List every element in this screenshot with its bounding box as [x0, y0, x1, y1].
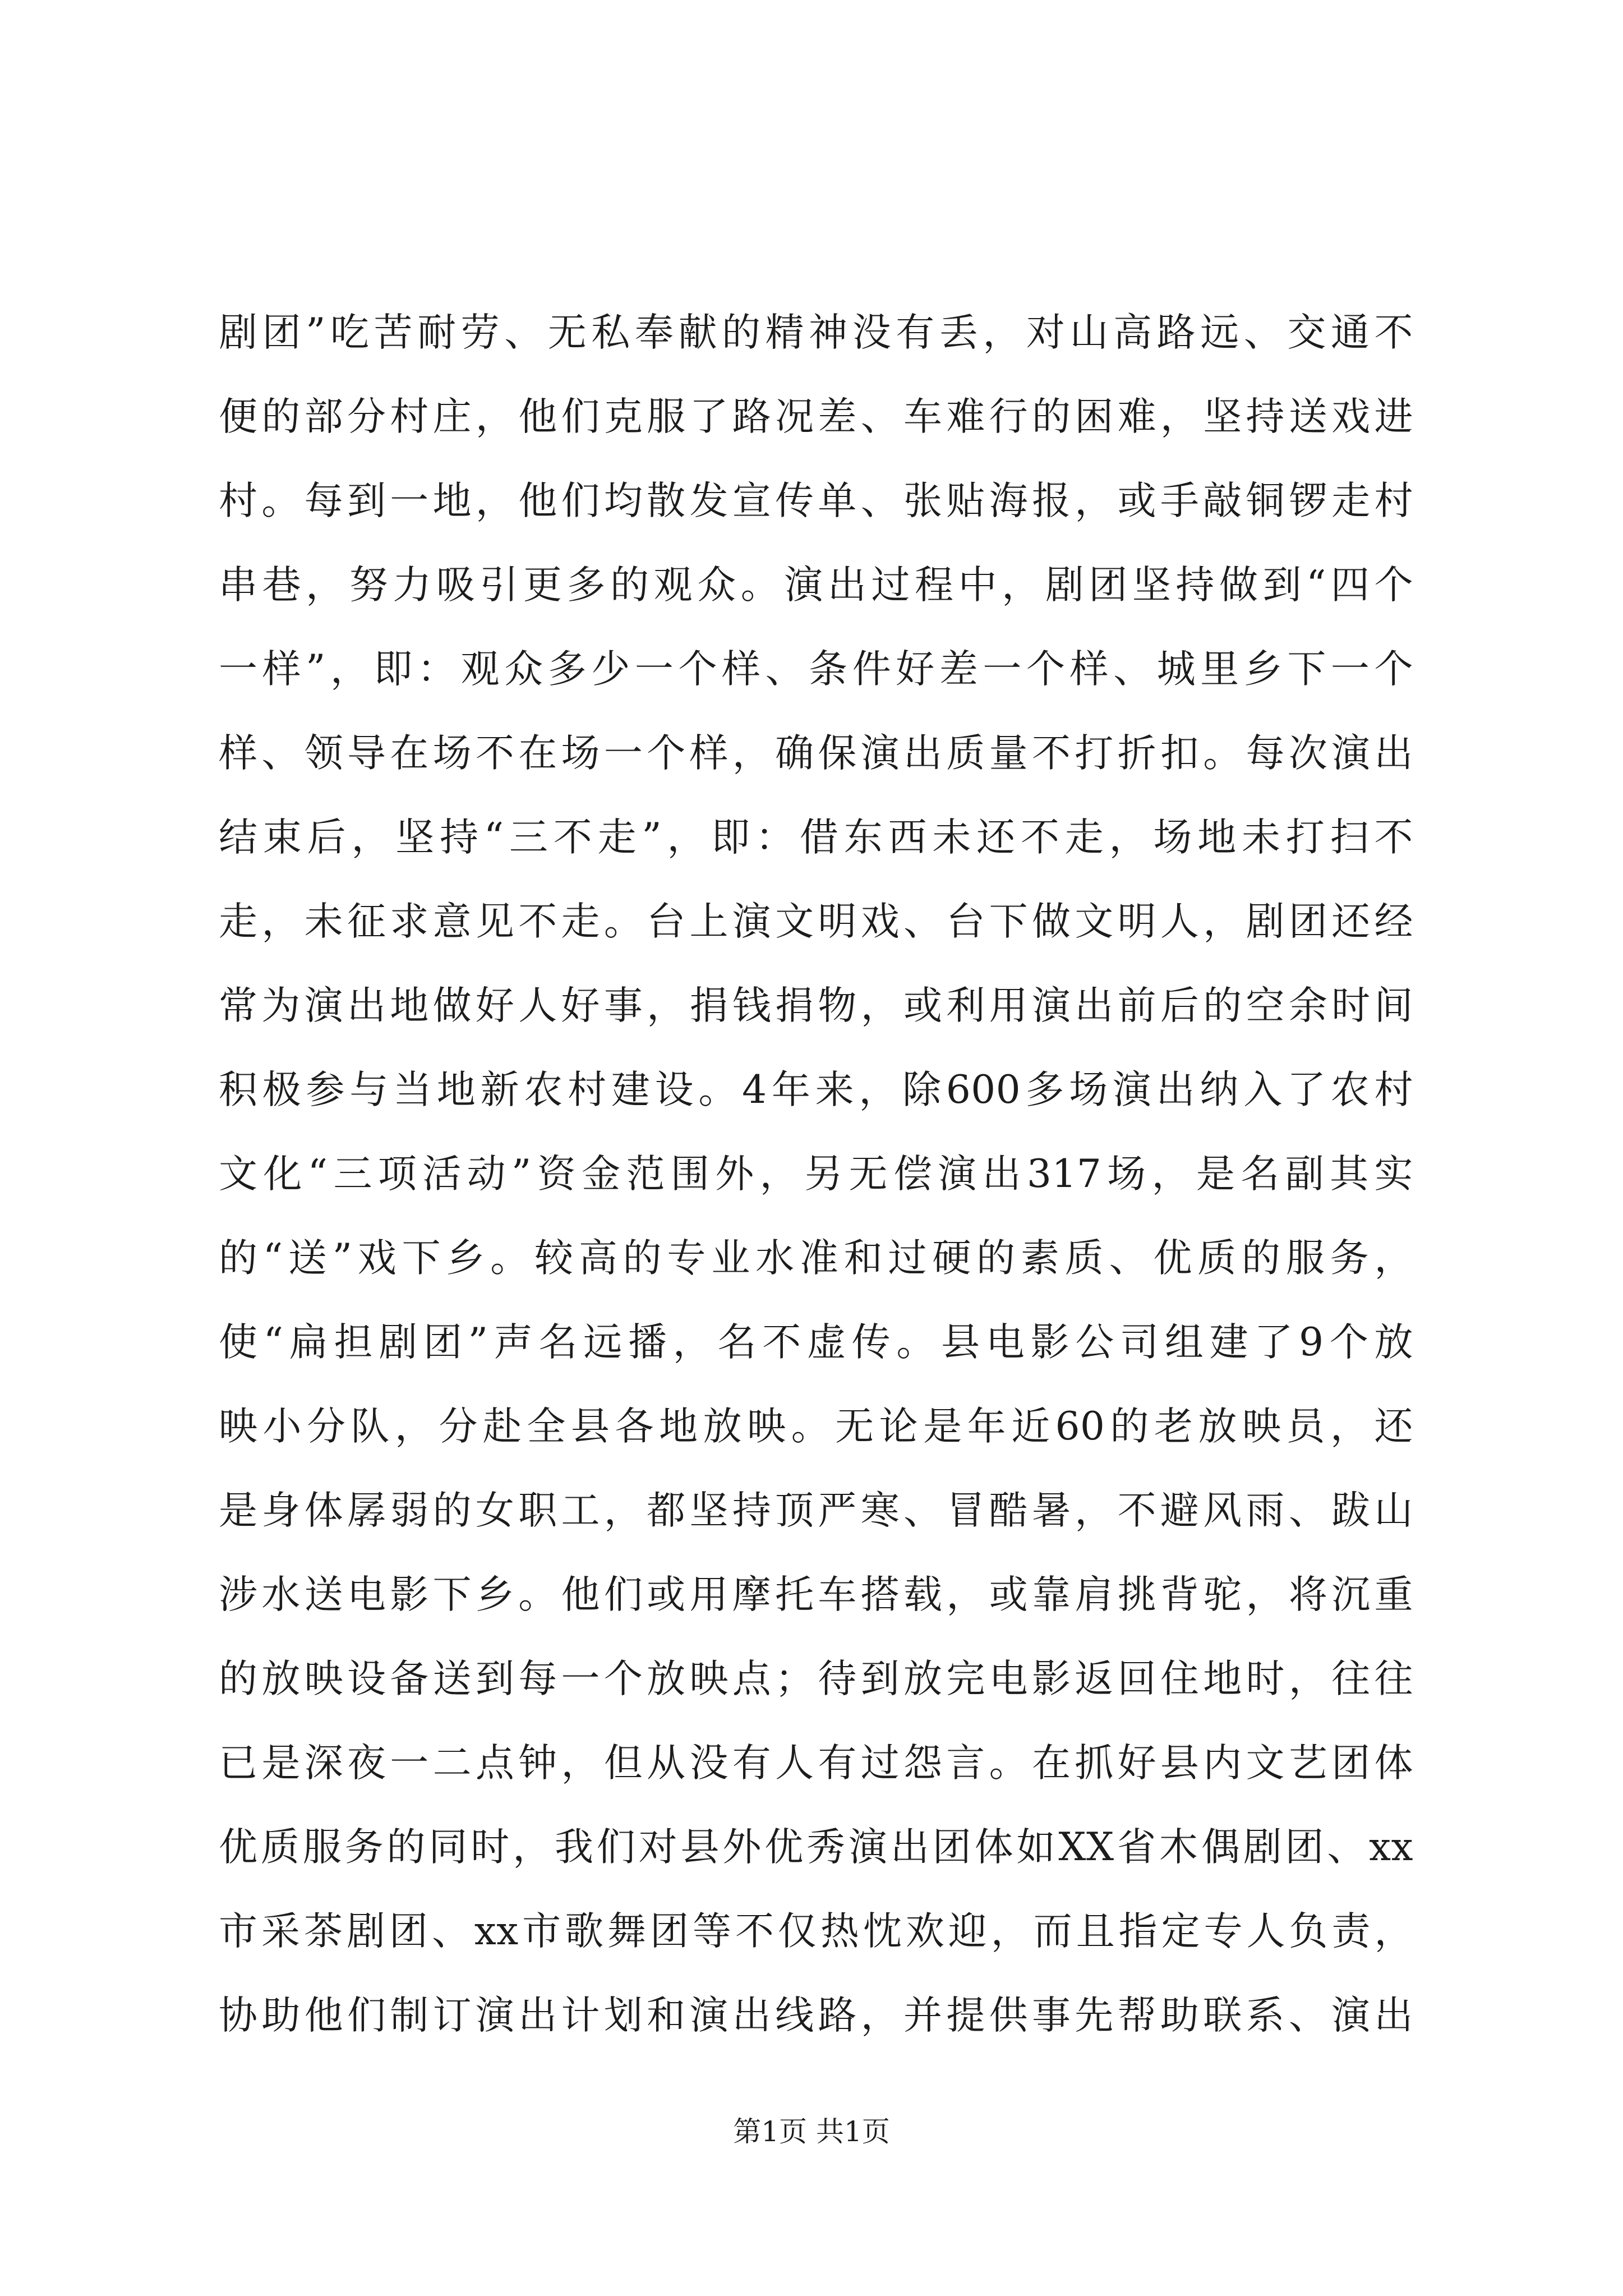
- text-line: 是身体孱弱的女职工，都坚持顶严寒、冒酷暑，不避风雨、跋山: [219, 1488, 1413, 1533]
- text-line: 映小分队，分赴全县各地放映。无论是年近60的老放映员，还: [219, 1404, 1413, 1449]
- text-line: 涉水送电影下乡。他们或用摩托车搭载，或靠肩挑背驼，将沉重: [219, 1572, 1413, 1617]
- text-line: 优质服务的同时，我们对县外优秀演出团体如XX省木偶剧团、xx: [219, 1825, 1413, 1870]
- page-number-footer: 第1页 共1页: [733, 2115, 890, 2148]
- body-paragraph: [219, 291, 1413, 2058]
- text-line: 已是深夜一二点钟，但从没有人有过怨言。在抓好县内文艺团体: [219, 1741, 1413, 1786]
- text-line: 走，未征求意见不走。台上演文明戏、台下做文明人，剧团还经: [219, 899, 1413, 944]
- text-line: 的“送”戏下乡。较高的专业水准和过硬的素质、优质的服务，: [219, 1236, 1413, 1281]
- text-line: 村。每到一地，他们均散发宣传单、张贴海报，或手敲铜锣走村: [219, 478, 1413, 523]
- text-line: 一样”，即：观众多少一个样、条件好差一个样、城里乡下一个: [219, 647, 1413, 692]
- text-line: 的放映设备送到每一个放映点；待到放完电影返回住地时，往往: [219, 1657, 1413, 1701]
- text-line: 文化“三项活动”资金范围外，另无偿演出317场，是名副其实: [219, 1152, 1413, 1197]
- text-line: 样、领导在场不在场一个样，确保演出质量不打折扣。每次演出: [219, 731, 1413, 776]
- text-line: 常为演出地做好人好事，捐钱捐物，或利用演出前后的空余时间: [219, 983, 1413, 1028]
- text-line: 结束后，坚持“三不走”，即：借东西未还不走，场地未打扫不: [219, 815, 1413, 860]
- text-line: 协助他们制订演出计划和演出线路，并提供事先帮助联系、演出: [219, 1993, 1413, 2038]
- text-line: 积极参与当地新农村建设。4年来，除600多场演出纳入了农村: [219, 1068, 1413, 1112]
- text-line: 使“扁担剧团”声名远播，名不虚传。县电影公司组建了9个放: [219, 1320, 1413, 1365]
- text-line: 市采茶剧团、xx市歌舞团等不仅热忱欢迎，而且指定专人负责，: [219, 1909, 1413, 1954]
- text-line: 便的部分村庄，他们克服了路况差、车难行的困难，坚持送戏进: [219, 394, 1413, 439]
- text-line: 串巷，努力吸引更多的观众。演出过程中，剧团坚持做到“四个: [219, 563, 1413, 608]
- text-line: 剧团”吃苦耐劳、无私奉献的精神没有丢，对山高路远、交通不: [219, 310, 1413, 355]
